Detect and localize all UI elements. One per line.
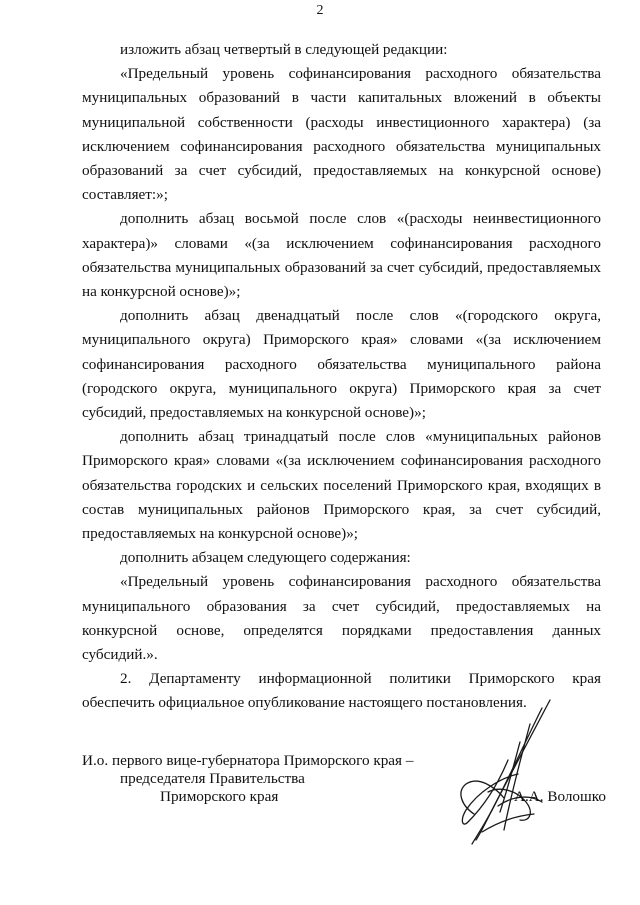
page-number: 2 <box>316 3 324 18</box>
paragraph-cofinancing-competitive: «Предельный уровень софинансирования расходного обязательства муниципального образования за счет субсидий, предоставляемых на конкурсной основе, определятся порядками предоставления данных субсидий.». <box>82 573 601 664</box>
paragraph-publication: 2. Департаменту информационной политики Приморского края обеспечить официальное опубликование настоящего постановления. <box>82 670 601 712</box>
document-body <box>82 38 601 716</box>
paragraph-cofinancing-capital: «Предельный уровень софинансирования расходного обязательства муниципальных образований в части капитальных вложений в объекты муниципальной собственности (расходы инвестиционного характера) (за исключением софинансирования расходного обязательства муниципальных образований за счет субсидий, предоставляемых на конкурсной основе) составляет:»; <box>82 65 601 204</box>
paragraph-amend-fourth: изложить абзац четвертый в следующей редакции: <box>120 41 448 58</box>
signatory-position-line: И.о. первого вице-губернатора Приморского края – <box>82 752 414 769</box>
signatory-position-line: председателя Правительства <box>120 770 305 787</box>
handwritten-signature <box>438 694 558 854</box>
signatory-position-line: Приморского края <box>160 788 279 805</box>
paragraph-amend-eighth: дополнить абзац восьмой после слов «(расходы неинвестиционного характера)» словами «(за исключением софинансирования расходного обязательства муниципальных образований за счет субсидий, предоставляемых на конкурсной основе)»; <box>82 210 601 301</box>
paragraph-add-new: дополнить абзацем следующего содержания: <box>120 549 411 567</box>
paragraph-amend-thirteenth: дополнить абзац тринадцатый после слов «муниципальных районов Приморского края» словами «(за исключением софинансирования расходного обязательства городских и сельских поселений Приморского края, входящих в состав муниципальных районов Приморского края, за счет субсидий, предоставляемых на конкурсной основе)»; <box>82 428 601 543</box>
signatory-name: А.А. Волошко <box>514 788 606 805</box>
paragraph-amend-twelfth: дополнить абзац двенадцатый после слов «(городского округа, муниципального округа) Приморского края» словами «(за исключением софинансирования расходного обязательства муниципального района (городского округа, муниципального округа) Приморского края за счет субсидий, предоставляемых на конкурсной основе)»; <box>82 307 601 422</box>
signatory-position <box>82 752 413 806</box>
